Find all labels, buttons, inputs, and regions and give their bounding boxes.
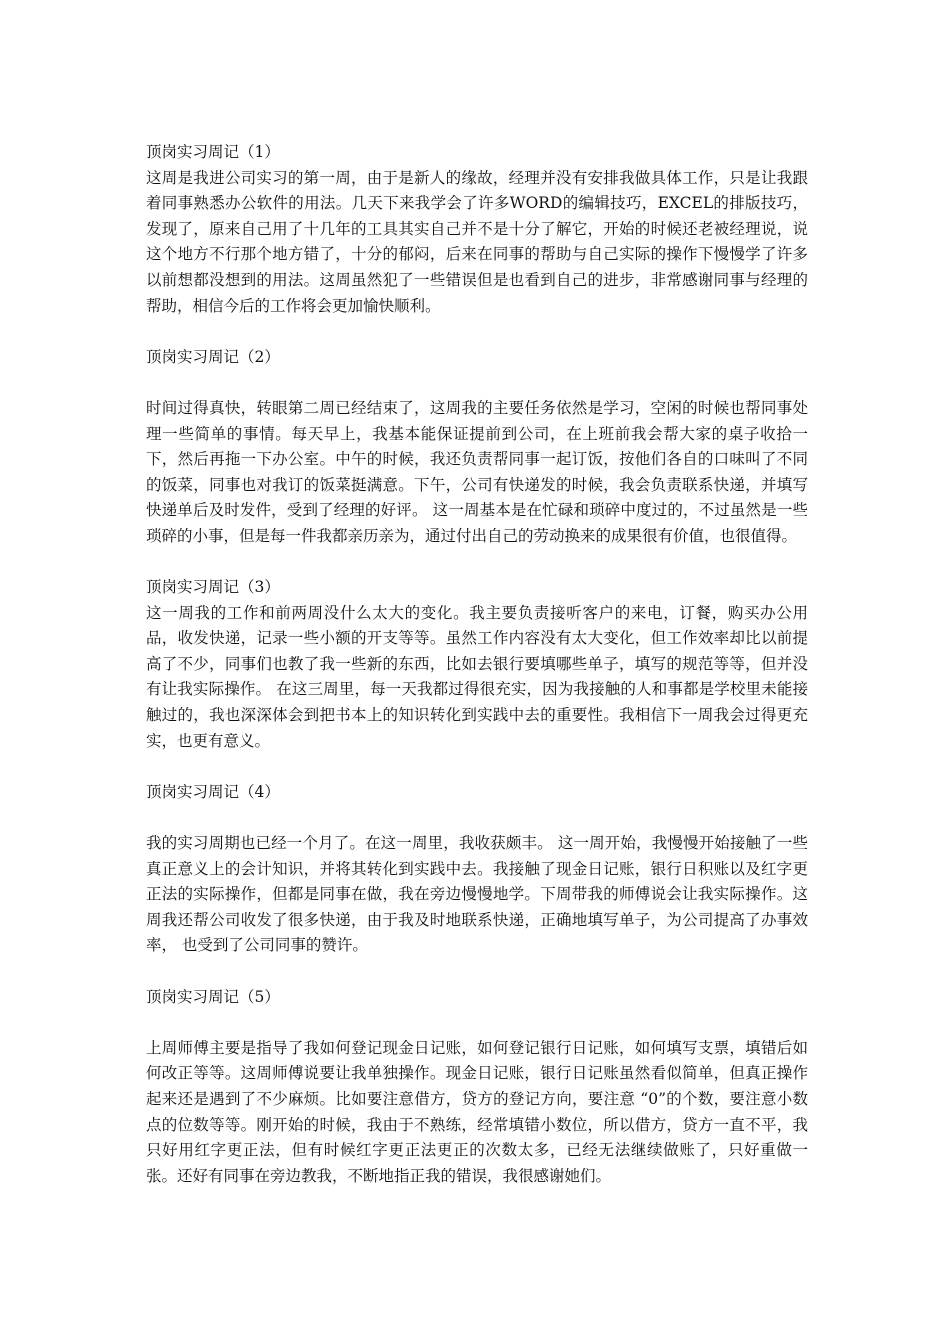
entry-title: 顶岗实习周记（1） — [146, 143, 280, 161]
document-page — [146, 140, 808, 1189]
journal-entry-2 — [146, 345, 808, 550]
entry-title: 顶岗实习周记（3） — [146, 578, 280, 597]
entry-body: 时间过得真快，转眼第二周已经结束了，这周我的主要任务依然是学习，空闲的时候也帮同事处理一些简单的事情。每天早上，我基本能保证提前到公司，在上班前我会帮大家的桌子收拾一下，然后再拖一下办公室。中午的时候，我还负责帮同事一起订饭，按他们各自的口味叫了不同的饭菜，同事也对我订的饭菜挺满意。下午，公司有快递发的时候，我会负责联系快递，并填写快递单后及时发件，受到了经理的好评。 这一周基本是在忙碌和琐碎中度过的，不过虽然是一些琐碎的小事，但是每一件我都亲历亲为，通过付出自己的劳动换来的成果很有价值，也很值得。 — [146, 398, 808, 545]
entry-body: 这周是我进公司实习的第一周，由于是新人的缘故，经理并没有安排我做具体工作，只是让我跟着同事熟悉办公软件的用法。几天下来我学会了许多WORD的编辑技巧，EXCEL的排版技巧，发现了，原来自己用了十几年的工具其实自己并不是十分了解它，开始的时候还老被经理说，说这个地方不行那个地方错了，十分的郁闷，后来在同事的帮助与自己实际的操作下慢慢学了许多以前想都没想到的用法。这周虽然犯了一些错误但是也看到自己的进步，非常感谢同事与经理的帮助，相信今后的工作将会更加愉快顺利。 — [146, 168, 808, 315]
entry-title: 顶岗实习周记（2） — [146, 347, 280, 366]
journal-entry-3 — [146, 575, 808, 754]
entry-title: 顶岗实习周记（5） — [146, 987, 280, 1006]
entry-body: 这一周我的工作和前两周没什么太大的变化。我主要负责接听客户的来电，订餐，购买办公用品，收发快递，记录一些小额的开支等等。虽然工作内容没有太大变化，但工作效率却比以前提高了不少，同事们也教了我一些新的东西，比如去银行要填哪些单子，填写的规范等等，但并没有让我实际操作。 在这三周里，每一天我都过得很充实，因为我接触的人和事都是学校里未能接触过的，我也深深体会到把书本上的知识转化到实践中去的重要性。我相信下一周我会过得更充实，也更有意义。 — [146, 603, 808, 750]
journal-entry-4 — [146, 780, 808, 959]
journal-entry-1 — [146, 140, 808, 319]
entry-body: 我的实习周期也已经一个月了。在这一周里，我收获颇丰。 这一周开始，我慢慢开始接触了一些真正意义上的会计知识，并将其转化到实践中去。我接触了现金日记账，银行日积账以及红字更正法的实际操作，但都是同事在做，我在旁边慢慢地学。下周带我的师傅说会让我实际操作。这周我还帮公司收发了很多快递，由于我及时地联系快递，正确地填写单子，为公司提高了办事效率， 也受到了公司同事的赞许。 — [146, 834, 808, 955]
journal-entry-5 — [146, 985, 808, 1190]
entry-body: 上周师傅主要是指导了我如何登记现金日记账，如何登记银行日记账，如何填写支票，填错后如何改正等等。这周师傅说要让我单独操作。现金日记账，银行日记账虽然看似简单，但真正操作起来还是遇到了不少麻烦。比如要注意借方，贷方的登记方向，要注意 “0”的个数，要注意小数点的位数等等。刚开始的时候，我由于不熟练，经常填错小数位，所以借方，贷方一直不平，我只好用红字更正法，但有时候红字更正法更正的次数太多，已经无法继续做账了，只好重做一张。还好有同事在旁边教我，不断地指正我的错误，我很感谢她们。 — [146, 1038, 808, 1185]
entry-title: 顶岗实习周记（4） — [146, 782, 280, 801]
